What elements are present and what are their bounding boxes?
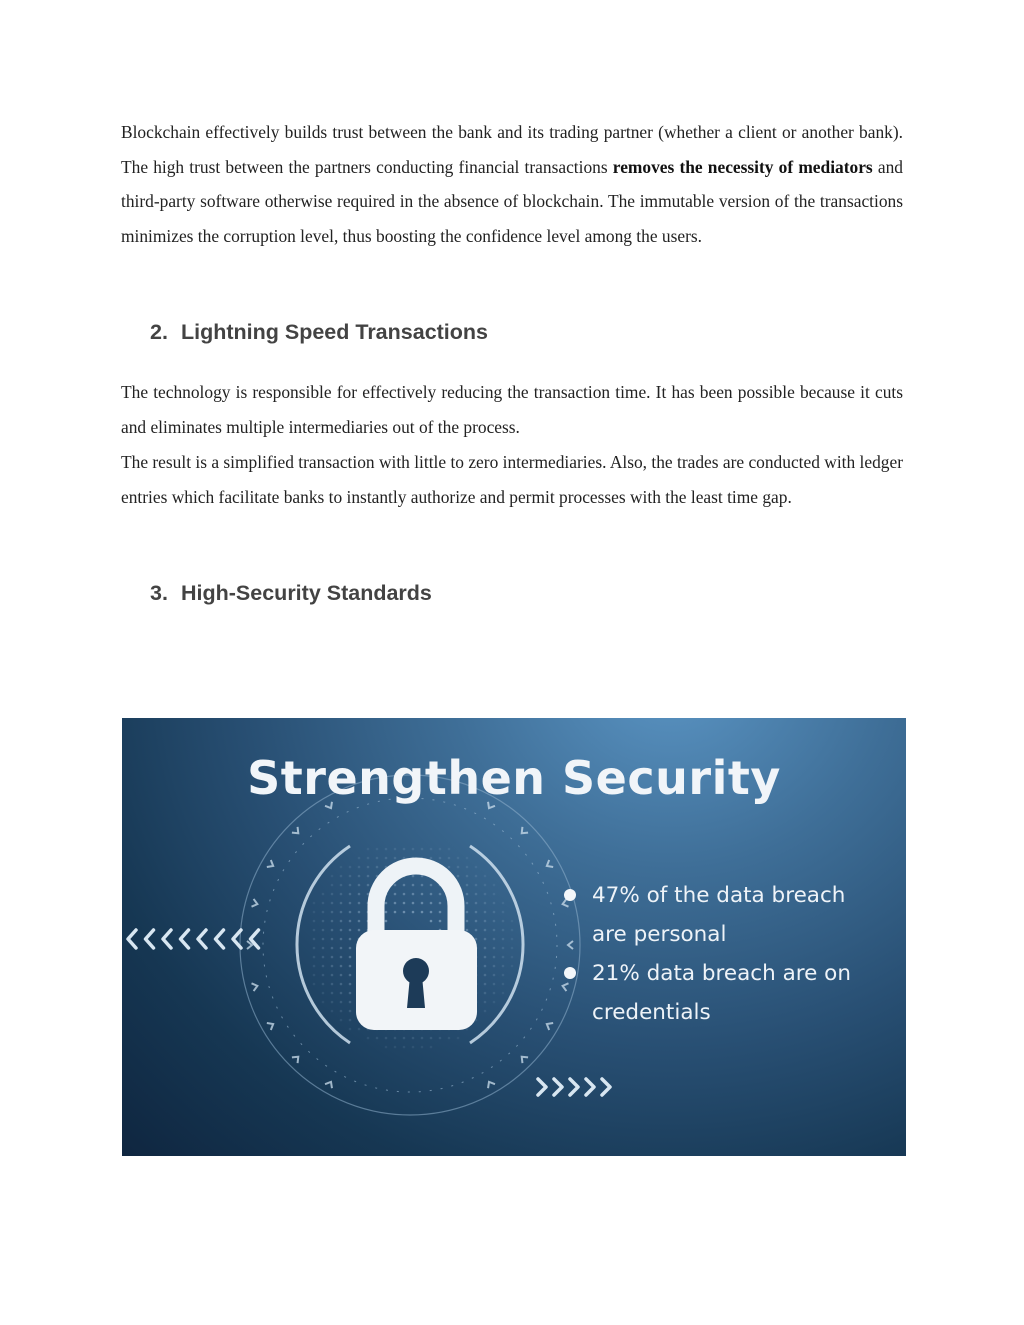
- lightning-paragraph-2: The result is a simplified transaction with little to zero intermediaries. Also, the trades are conducted with ledger entries which facilitate banks to instantly authorize and permit processes with the least time gap.: [121, 452, 903, 507]
- lightning-paragraph-1: The technology is responsible for effectively reducing the transaction time. It has been possible because it cuts and eliminates multiple intermediaries out of the process.: [121, 382, 903, 437]
- strengthen-security-banner: [122, 718, 906, 1156]
- padlock-icon: [356, 866, 477, 1030]
- left-chevrons-icon: [128, 930, 259, 948]
- intro-paragraph: Blockchain effectively builds trust between the bank and its trading partner (whether a client or another bank). The high trust between the partners conducting financial transactions removes the necessity of mediators and third-party software otherwise required in the absence of blockchain. The immutable version of the transactions minimizes the corruption level, thus boosting the confidence level among the users.: [121, 122, 903, 247]
- bullet-dot: [564, 889, 576, 901]
- banner-title: Strengthen Security: [247, 751, 781, 805]
- bullet-dot: [564, 967, 576, 979]
- section-heading-high-security: 3. High-Security Standards: [150, 581, 432, 605]
- section-heading-lightning-speed: 2. Lightning Speed Transactions: [150, 320, 489, 344]
- right-chevrons-icon: [538, 1079, 610, 1095]
- bold-emphasis: removes the necessity of mediators: [612, 156, 873, 177]
- inner-arc-right: [470, 846, 523, 1043]
- bullet-personal-breach: 47% of the data breach are personal: [592, 876, 845, 954]
- bullet-credentials-breach: 21% data breach are on credentials: [592, 954, 851, 1032]
